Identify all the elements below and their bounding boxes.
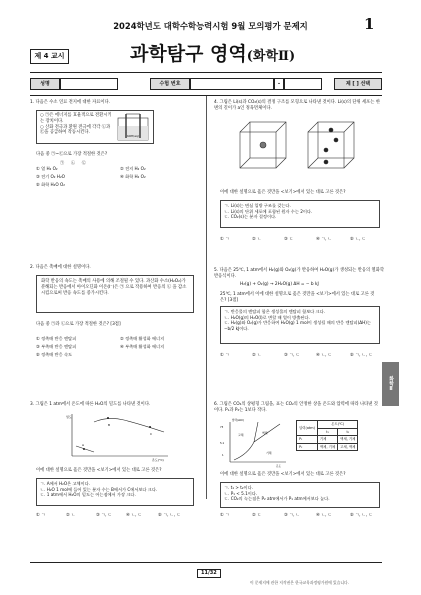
q5-bogi-box bbox=[220, 306, 380, 344]
name-label: 성명 bbox=[30, 78, 60, 90]
q4-bogi-box bbox=[220, 200, 380, 228]
subject-sub: (화학Ⅱ) bbox=[246, 49, 296, 64]
student-info-bar bbox=[30, 78, 382, 90]
q2-stem: 2. 다음은 촉매에 대한 설명이다. bbox=[30, 265, 91, 270]
q4-choice-3[interactable]: ③ ㄷ bbox=[284, 236, 294, 241]
subject-title bbox=[130, 42, 295, 68]
period-badge: 제 4 교시 bbox=[30, 49, 69, 64]
q6-choice-3[interactable]: ③ ㄱ, ㄴ bbox=[284, 512, 300, 517]
q1-stem: 1. 다음은 수소 연료 전지에 대한 자료이다. bbox=[30, 100, 111, 105]
q6-bogi-box bbox=[220, 482, 380, 508]
q6-choice-4[interactable]: ④ ㄴ, ㄷ bbox=[316, 512, 332, 517]
q6-choice-1[interactable]: ① ㄱ bbox=[220, 512, 230, 517]
fuel-cell-diagram bbox=[114, 112, 152, 142]
q6-x-axis: 온도 bbox=[276, 465, 282, 468]
q6-tick-1: 1 bbox=[222, 454, 224, 457]
q1-col-1: ㉠ bbox=[60, 160, 65, 165]
q3-choice-2[interactable]: ② ㄴ bbox=[66, 512, 76, 517]
q6-bogi-3: ㄷ. CO₂의 녹는점은 P₂ atm에서가 P₁ atm에서보다 높다. bbox=[224, 496, 330, 502]
page-number: 1 bbox=[364, 15, 375, 33]
q5-bogi-1: ㄱ. 반응물의 엔탈피 합은 생성물의 엔탈피 합보다 크다. bbox=[224, 309, 325, 314]
q5-bogi-3: ㄷ. H₂(g)와 O₂(g)가 반응하여 H₂O(g) 1 mol이 생성될 때의 반응 엔탈피(ΔH)는 −b/2 kJ이다. bbox=[224, 320, 371, 332]
q1-header-cols bbox=[60, 160, 86, 166]
q6-phase-table bbox=[296, 420, 358, 451]
fuel-cell-electrolyte-label: KOH(aq) bbox=[127, 134, 139, 138]
footer-page-current: 11 bbox=[201, 570, 208, 576]
q3-point-b: B bbox=[108, 423, 111, 427]
q6-table-r1c2: 기체 bbox=[317, 436, 337, 444]
q6-table-r2c3: 고체, 액체 bbox=[338, 443, 358, 451]
q6-bogi-2: ㄴ. P₁ < 5.1이다. bbox=[224, 490, 258, 496]
q1-choice-3[interactable]: ③ 전기 O₂ H₂O bbox=[36, 174, 65, 179]
lithium-bcc-cube bbox=[240, 122, 286, 168]
q2-choice-3[interactable]: ③ 부촉매 반응 엔탈피 bbox=[36, 344, 77, 349]
q4-crystal-diagrams bbox=[232, 116, 362, 178]
question-2 bbox=[30, 265, 200, 271]
q5-choice-3[interactable]: ③ ㄱ, ㄷ bbox=[284, 352, 300, 357]
subject-side-tab: 화학Ⅱ bbox=[382, 362, 399, 406]
q2-choice-1[interactable]: ① 정촉매 반응 엔탈피 bbox=[36, 336, 77, 341]
q3-choice-5[interactable]: ⑤ ㄱ, ㄴ, ㄷ bbox=[158, 512, 181, 517]
exam-number-dash: – bbox=[274, 78, 284, 90]
q6-phase-diagram bbox=[220, 418, 290, 468]
header-rule bbox=[30, 72, 382, 73]
q6-phase-gas: 기체 bbox=[266, 451, 272, 455]
q2-choice-2[interactable]: ② 정촉매 활성화 에너지 bbox=[120, 336, 165, 341]
q5-passage: 25℃, 1 atm에서 이에 대한 설명으로 옳은 것만을 <보기>에서 있는 대로 고른 것은? [3점] bbox=[220, 292, 375, 303]
q6-table-h2: 온도(℃) bbox=[317, 421, 358, 429]
q6-y-axis: 압력(atm) bbox=[232, 419, 245, 422]
exam-number-field-2[interactable] bbox=[284, 78, 322, 90]
question-5 bbox=[214, 268, 384, 280]
q5-choice-2[interactable]: ② ㄴ bbox=[252, 352, 262, 357]
q2-choice-4[interactable]: ④ 부촉매 활성화 에너지 bbox=[120, 344, 165, 349]
q1-choice-2[interactable]: ② 전지 H₂ O₂ bbox=[120, 166, 146, 171]
q6-tick-73: 73 bbox=[220, 426, 224, 429]
question-4 bbox=[214, 100, 384, 112]
q6-table-r1c3: 액체, 기체 bbox=[338, 436, 358, 444]
q2-prompt: 다음 중 ㉠과 ㉡으로 가장 적절한 것은? [3점] bbox=[36, 322, 121, 327]
q3-bogi-1: ㄱ. A에서 H₂O은 고체이다. bbox=[40, 481, 91, 486]
q6-table-t1: t₁ bbox=[317, 428, 337, 436]
q3-density-graph bbox=[64, 410, 174, 462]
q6-choice-5[interactable]: ⑤ ㄱ, ㄴ, ㄷ bbox=[350, 512, 373, 517]
q6-table-t2: t₂ bbox=[338, 428, 358, 436]
q4-bogi-1: ㄱ. Li(s)는 면심 입방 구조를 갖는다. bbox=[224, 203, 291, 208]
q5-choice-1[interactable]: ① ㄱ bbox=[220, 352, 230, 357]
q4-prompt: 이에 대한 설명으로 옳은 것만을 <보기>에서 있는 대로 고른 것은? bbox=[220, 190, 346, 195]
q1-prompt: 다음 중 ㉠~㉢으로 가장 적절한 것은? bbox=[36, 152, 108, 157]
q6-stem: 6. 그림은 CO₂의 상평형 그림을, 표는 CO₂의 안정한 상을 온도와 압력에 따라 나타낸 것이다. P₁과 P₂는 1보다 작다. bbox=[214, 402, 378, 413]
q6-phase-solid: 고체 bbox=[238, 433, 244, 437]
q6-prompt: 이에 대한 설명으로 옳은 것만을 <보기>에서 있는 대로 고른 것은? bbox=[220, 472, 346, 477]
q3-point-a: A bbox=[82, 443, 85, 447]
q3-x-axis-label: 온도(°C) bbox=[152, 458, 164, 462]
q3-prompt: 이에 대한 설명으로 옳은 것만을 <보기>에서 있는 대로 고른 것은? bbox=[36, 468, 162, 473]
exam-number-field[interactable] bbox=[190, 78, 274, 90]
q3-point-c: C bbox=[150, 432, 153, 436]
q4-choice-4[interactable]: ④ ㄱ, ㄴ bbox=[316, 236, 332, 241]
q3-bogi-box bbox=[36, 478, 194, 506]
copyright-note: 이 문제지에 관한 저작권은 한국교육과정평가원에 있습니다. bbox=[250, 580, 349, 585]
q5-stem: 5. 다음은 25℃, 1 atm에서 H₂(g)와 O₂(g)가 반응하여 H₂O(g)가 생성되는 반응의 열화학 반응식이다. bbox=[214, 268, 384, 279]
q2-passage-box bbox=[36, 275, 194, 313]
q2-passage: 화학 반응의 속도는 촉매의 사용에 의해 조절될 수 있다. 과산화 수소(H₂O₂)가 분해되는 반응에서 아이오딘화 이온(I⁻)은 ㉠ 으로 작용하여 반응의 ㉡ 을 감소시킴으로써 반응 속도를 증가시킨다. bbox=[41, 279, 187, 296]
q3-choice-1[interactable]: ① ㄱ bbox=[36, 512, 46, 517]
q3-bogi-3: ㄷ. 1 atm에서 H₂O의 밀도는 어는점에서 가장 크다. bbox=[40, 492, 136, 498]
q1-item-2: ○ 산화 전극과 환원 전극에 각각 ㉡과 ㉢을 공급하여 작동시킨다. bbox=[40, 124, 111, 136]
q6-choice-2[interactable]: ② ㄷ bbox=[252, 512, 262, 517]
q6-table-h1: 압력(atm) bbox=[297, 421, 318, 436]
q3-bogi-2: ㄴ. H₂O 1 mol에 들어 있는 분자 수는 B에서가 C에서보다 크다. bbox=[40, 486, 158, 492]
q4-choice-2[interactable]: ② ㄴ bbox=[252, 236, 262, 241]
q4-bogi-3: ㄷ. CO₂(s)는 분자 결정이다. bbox=[224, 214, 277, 220]
footer-rule bbox=[30, 562, 382, 563]
q5-choice-5[interactable]: ⑤ ㄱ, ㄴ, ㄷ bbox=[350, 352, 373, 357]
q1-item-1: ○ ㉠은 에너지를 효율적으로 전환시키는 장치이다. bbox=[40, 113, 112, 124]
subject-main: 과학탐구 영역 bbox=[130, 43, 247, 65]
q1-col-3: ㉢ bbox=[81, 160, 86, 165]
q4-stem: 4. 그림은 Li(s)과 CO₂(s)의 결정 구조를 모형으로 나타낸 것이다. Li(s)의 단위 세포는 한 변의 길이가 a인 정육면체이다. bbox=[214, 100, 380, 111]
q3-choice-3[interactable]: ③ ㄱ, ㄷ bbox=[96, 512, 112, 517]
footer-page-total: 32 bbox=[209, 570, 217, 576]
choice-label[interactable]: 제 [ ] 선택 bbox=[334, 78, 382, 90]
q4-choice-1[interactable]: ① ㄱ bbox=[220, 236, 230, 241]
question-1 bbox=[30, 100, 200, 106]
q3-y-axis-label: 밀도 bbox=[66, 415, 72, 419]
q1-col-2: ㉡ bbox=[70, 160, 76, 165]
q2-choice-5[interactable]: ⑤ 정촉매 반응 속도 bbox=[36, 352, 73, 357]
column-divider bbox=[206, 96, 207, 499]
question-3 bbox=[30, 402, 200, 408]
q3-stem: 3. 그림은 1 atm에서 온도에 따른 H₂O의 밀도를 나타낸 것이다. bbox=[30, 402, 151, 407]
q6-table-r1c1: P₁ bbox=[297, 436, 318, 444]
question-6 bbox=[214, 402, 382, 414]
q1-choice-1[interactable]: ① 열 H₂ O₂ bbox=[36, 166, 58, 171]
q6-phase-liquid: 액체 bbox=[262, 431, 268, 435]
name-field[interactable] bbox=[60, 78, 118, 90]
footer-page-ref: 11/32 bbox=[197, 569, 221, 578]
q5-bogi-2: ㄴ. H₂O(g)의 H₂O(l)로 변할 때 열이 방출된다. bbox=[224, 314, 310, 320]
exam-number-label: 수험 번호 bbox=[150, 78, 190, 90]
q1-choice-5[interactable]: ⑤ 화학 H₂O O₂ bbox=[36, 182, 65, 187]
co2-fcc-cube bbox=[308, 122, 354, 168]
exam-header-title: 2024학년도 대학수학능력시험 9월 모의평가 문제지 bbox=[113, 21, 308, 31]
q4-bogi-2: ㄴ. Li(s)의 단위 세포에 포함된 원자 수는 2이다. bbox=[224, 208, 313, 214]
q5-equation: H₂(g) + O₂(g) → 2H₂O(g) ΔH = − b kJ bbox=[240, 282, 319, 287]
q5-choice-4[interactable]: ④ ㄴ, ㄷ bbox=[316, 352, 332, 357]
q6-table-r2c2: 액체, 기체 bbox=[317, 443, 337, 451]
q6-tick-5-1: 5.1 bbox=[220, 442, 225, 445]
q1-choice-4[interactable]: ④ 화학 H₂ O₂ bbox=[120, 174, 146, 179]
q6-bogi-1: ㄱ. t₁ > t₂이다. bbox=[224, 485, 253, 490]
q4-choice-5[interactable]: ⑤ ㄴ, ㄷ bbox=[350, 236, 366, 241]
q3-choice-4[interactable]: ④ ㄴ, ㄷ bbox=[126, 512, 142, 517]
q6-table-r2c1: P₂ bbox=[297, 443, 318, 451]
